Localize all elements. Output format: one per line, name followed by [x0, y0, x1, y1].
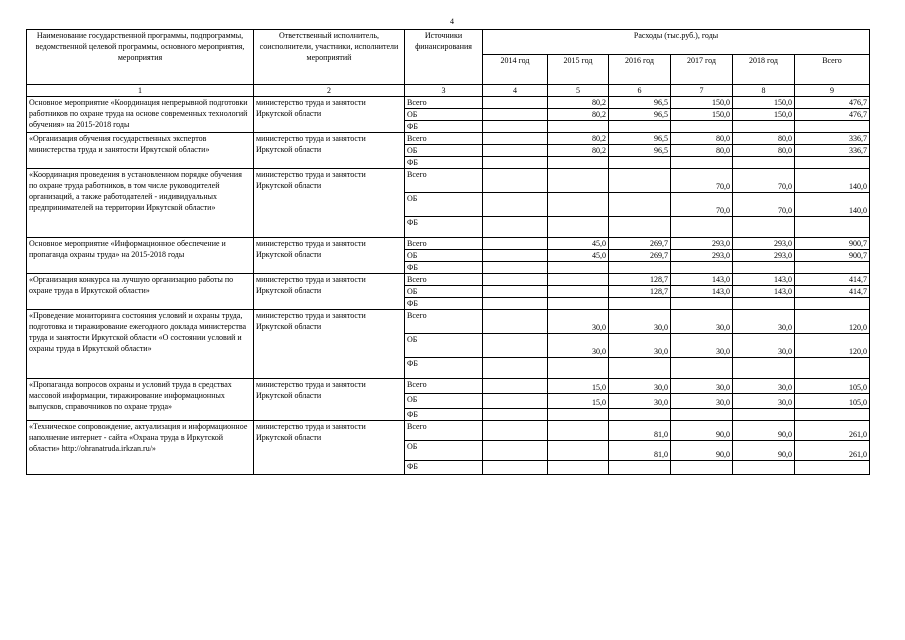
expenses-table: [26, 29, 870, 475]
year-value: [609, 157, 671, 169]
total-value: [795, 217, 870, 238]
year-value: 90,0: [671, 441, 733, 461]
header-year: 2015 год: [548, 55, 609, 85]
year-value: [609, 409, 671, 421]
table-row: [27, 310, 870, 334]
year-value: 143,0: [733, 286, 795, 298]
header-expenses: Расходы (тыс.руб.), годы: [483, 30, 870, 55]
year-value: 15,0: [548, 379, 609, 394]
header-year: 2018 год: [733, 55, 795, 85]
year-value: 269,7: [609, 238, 671, 250]
total-value: [795, 358, 870, 379]
funding-source: ОБ: [405, 441, 483, 461]
year-value: [609, 217, 671, 238]
year-value: [483, 145, 548, 157]
year-value: [548, 121, 609, 133]
year-value: 150,0: [671, 97, 733, 109]
total-value: [795, 409, 870, 421]
year-value: 30,0: [671, 334, 733, 358]
page-number: 4: [450, 17, 454, 26]
year-value: 80,2: [548, 109, 609, 121]
measure-name: Основное мероприятие «Информационное обеспечение и пропаганда охраны труда» на 2015-2018 годы: [27, 238, 254, 274]
year-value: [733, 358, 795, 379]
year-value: 96,5: [609, 133, 671, 145]
header-year: 2016 год: [609, 55, 671, 85]
year-value: 96,5: [609, 109, 671, 121]
year-value: [548, 193, 609, 217]
year-value: [548, 358, 609, 379]
year-value: [671, 461, 733, 475]
year-value: 30,0: [733, 394, 795, 409]
funding-source: ФБ: [405, 358, 483, 379]
year-value: [483, 238, 548, 250]
total-value: 414,7: [795, 274, 870, 286]
total-value: [795, 121, 870, 133]
year-value: 30,0: [609, 310, 671, 334]
year-value: [733, 157, 795, 169]
table-row: [27, 379, 870, 394]
column-number: 1: [27, 85, 254, 97]
funding-source: Всего: [405, 274, 483, 286]
funding-source: ФБ: [405, 409, 483, 421]
measure-name: «Проведение мониторинга состояния условий и охраны труда, подготовка и тиражирование ежегодного доклада министерства труда и занятости Иркутской области «О состоянии условий и охраны труда в Иркутской области»: [27, 310, 254, 379]
year-value: [548, 274, 609, 286]
measure-executor: министерство труда и занятости Иркутской области: [254, 421, 405, 475]
year-value: [548, 169, 609, 193]
year-value: 30,0: [609, 379, 671, 394]
measure-name: «Организация конкурса на лучшую организацию работы по охране труда в Иркутской области»: [27, 274, 254, 310]
year-value: 30,0: [733, 379, 795, 394]
year-value: [483, 217, 548, 238]
column-number: 7: [671, 85, 733, 97]
total-value: 105,0: [795, 394, 870, 409]
year-value: [483, 262, 548, 274]
year-value: 150,0: [671, 109, 733, 121]
year-value: 80,0: [671, 133, 733, 145]
year-value: 143,0: [671, 286, 733, 298]
year-value: [548, 421, 609, 441]
year-value: [548, 298, 609, 310]
year-value: [671, 409, 733, 421]
total-value: 261,0: [795, 441, 870, 461]
year-value: [548, 409, 609, 421]
year-value: 70,0: [733, 193, 795, 217]
column-numbers-row: [27, 85, 870, 97]
table-row: [27, 133, 870, 145]
year-value: [483, 441, 548, 461]
year-value: [548, 461, 609, 475]
column-number: 8: [733, 85, 795, 97]
measure-name: «Организация обучения государственных экспертов министерства труда и занятости Иркутской области»: [27, 133, 254, 169]
year-value: [671, 157, 733, 169]
year-value: [483, 169, 548, 193]
header-year: 2014 год: [483, 55, 548, 85]
year-value: [671, 121, 733, 133]
total-value: 336,7: [795, 145, 870, 157]
header-source: Источники финансирования: [405, 30, 483, 85]
year-value: 293,0: [671, 238, 733, 250]
funding-source: Всего: [405, 169, 483, 193]
year-value: 128,7: [609, 274, 671, 286]
year-value: [483, 97, 548, 109]
table-row: [27, 97, 870, 109]
year-value: 96,5: [609, 97, 671, 109]
total-value: [795, 461, 870, 475]
header-total: Всего: [795, 55, 870, 85]
table-row: [27, 421, 870, 441]
header-year: 2017 год: [671, 55, 733, 85]
year-value: 90,0: [733, 441, 795, 461]
total-value: 900,7: [795, 238, 870, 250]
funding-source: Всего: [405, 133, 483, 145]
year-value: [609, 262, 671, 274]
funding-source: ОБ: [405, 250, 483, 262]
total-value: [795, 298, 870, 310]
year-value: 30,0: [548, 310, 609, 334]
year-value: [609, 193, 671, 217]
year-value: 30,0: [733, 334, 795, 358]
total-value: 336,7: [795, 133, 870, 145]
funding-source: Всего: [405, 238, 483, 250]
measure-name: «Пропаганда вопросов охраны и условий труда в средствах массовой информации, тиражирование информационных выпусков, справочников по охране труда»: [27, 379, 254, 421]
year-value: 96,5: [609, 145, 671, 157]
measure-executor: министерство труда и занятости Иркутской области: [254, 238, 405, 274]
funding-source: ОБ: [405, 286, 483, 298]
table-row: [27, 169, 870, 193]
year-value: 70,0: [671, 169, 733, 193]
year-value: [483, 193, 548, 217]
year-value: [483, 250, 548, 262]
total-value: [795, 157, 870, 169]
funding-source: ФБ: [405, 298, 483, 310]
measure-executor: министерство труда и занятости Иркутской области: [254, 379, 405, 421]
measure-executor: министерство труда и занятости Иркутской области: [254, 169, 405, 238]
total-value: [795, 262, 870, 274]
year-value: 293,0: [733, 250, 795, 262]
year-value: 45,0: [548, 250, 609, 262]
measure-executor: министерство труда и занятости Иркутской области: [254, 310, 405, 379]
total-value: 140,0: [795, 169, 870, 193]
column-number: 2: [254, 85, 405, 97]
year-value: 269,7: [609, 250, 671, 262]
table-row: [27, 274, 870, 286]
year-value: 15,0: [548, 394, 609, 409]
year-value: [483, 310, 548, 334]
year-value: 30,0: [733, 310, 795, 334]
year-value: 81,0: [609, 421, 671, 441]
year-value: 80,2: [548, 133, 609, 145]
year-value: [609, 169, 671, 193]
funding-source: ОБ: [405, 193, 483, 217]
year-value: 128,7: [609, 286, 671, 298]
year-value: [483, 298, 548, 310]
year-value: 70,0: [671, 193, 733, 217]
header-executor: Ответственный исполнитель, соисполнители, участники, исполнители мероприятий: [254, 30, 405, 85]
year-value: [671, 217, 733, 238]
year-value: 80,0: [733, 133, 795, 145]
measure-executor: министерство труда и занятости Иркутской области: [254, 97, 405, 133]
year-value: [733, 298, 795, 310]
year-value: [548, 441, 609, 461]
funding-source: ФБ: [405, 262, 483, 274]
column-number: 3: [405, 85, 483, 97]
year-value: [483, 461, 548, 475]
year-value: 80,0: [671, 145, 733, 157]
total-value: 900,7: [795, 250, 870, 262]
funding-source: Всего: [405, 97, 483, 109]
year-value: [483, 286, 548, 298]
year-value: 30,0: [671, 379, 733, 394]
year-value: 30,0: [671, 394, 733, 409]
year-value: 293,0: [671, 250, 733, 262]
funding-source: ФБ: [405, 157, 483, 169]
year-value: [483, 334, 548, 358]
funding-source: ФБ: [405, 217, 483, 238]
total-value: 476,7: [795, 109, 870, 121]
year-value: [671, 262, 733, 274]
column-number: 6: [609, 85, 671, 97]
year-value: 81,0: [609, 441, 671, 461]
measure-name: «Координация проведения в установленном порядке обучения по охране труда работников, в том числе руководителей организаций, а также работодателей - индивидуальных предпринимателей на территории Иркутской области»: [27, 169, 254, 238]
measure-executor: министерство труда и занятости Иркутской области: [254, 274, 405, 310]
year-value: [548, 217, 609, 238]
year-value: 45,0: [548, 238, 609, 250]
year-value: [483, 394, 548, 409]
column-number: 4: [483, 85, 548, 97]
total-value: 105,0: [795, 379, 870, 394]
year-value: 150,0: [733, 109, 795, 121]
total-value: 120,0: [795, 310, 870, 334]
year-value: [609, 461, 671, 475]
funding-source: ОБ: [405, 145, 483, 157]
year-value: 143,0: [671, 274, 733, 286]
year-value: 70,0: [733, 169, 795, 193]
year-value: [733, 217, 795, 238]
table-row: [27, 238, 870, 250]
measure-executor: министерство труда и занятости Иркутской области: [254, 133, 405, 169]
year-value: 150,0: [733, 97, 795, 109]
funding-source: Всего: [405, 310, 483, 334]
year-value: [483, 379, 548, 394]
header-name: Наименование государственной программы, подпрограммы, ведомственной целевой программы, основного мероприятия, мероприятия: [27, 30, 254, 85]
year-value: [548, 286, 609, 298]
measure-name: «Техническое сопровождение, актуализация и информационное наполнение интернет - сайта «Охрана труда в Иркутской области» http://ohranatruda.irkzan.ru/»: [27, 421, 254, 475]
total-value: 140,0: [795, 193, 870, 217]
year-value: [671, 358, 733, 379]
year-value: [483, 274, 548, 286]
year-value: [733, 461, 795, 475]
column-number: 5: [548, 85, 609, 97]
year-value: 30,0: [548, 334, 609, 358]
funding-source: ОБ: [405, 394, 483, 409]
year-value: 80,2: [548, 145, 609, 157]
year-value: 143,0: [733, 274, 795, 286]
year-value: 30,0: [671, 310, 733, 334]
total-value: 261,0: [795, 421, 870, 441]
funding-source: ОБ: [405, 109, 483, 121]
year-value: 30,0: [609, 394, 671, 409]
year-value: 293,0: [733, 238, 795, 250]
year-value: [671, 298, 733, 310]
funding-source: Всего: [405, 379, 483, 394]
year-value: [733, 409, 795, 421]
year-value: 80,2: [548, 97, 609, 109]
year-value: [483, 109, 548, 121]
funding-source: Всего: [405, 421, 483, 441]
year-value: [483, 409, 548, 421]
year-value: [483, 157, 548, 169]
year-value: [733, 121, 795, 133]
year-value: [548, 157, 609, 169]
year-value: [483, 133, 548, 145]
year-value: [609, 298, 671, 310]
funding-source: ФБ: [405, 461, 483, 475]
year-value: [483, 121, 548, 133]
year-value: 90,0: [671, 421, 733, 441]
total-value: 120,0: [795, 334, 870, 358]
year-value: [733, 262, 795, 274]
year-value: 80,0: [733, 145, 795, 157]
measure-name: Основное мероприятие «Координация непрерывной подготовки работников по охране труда на основе современных технологий обучения» на 2015-2018 годы: [27, 97, 254, 133]
year-value: 30,0: [609, 334, 671, 358]
year-value: [609, 358, 671, 379]
year-value: [483, 358, 548, 379]
year-value: 90,0: [733, 421, 795, 441]
year-value: [548, 262, 609, 274]
funding-source: ОБ: [405, 334, 483, 358]
column-number: 9: [795, 85, 870, 97]
total-value: 414,7: [795, 286, 870, 298]
year-value: [609, 121, 671, 133]
funding-source: ФБ: [405, 121, 483, 133]
total-value: 476,7: [795, 97, 870, 109]
year-value: [483, 421, 548, 441]
